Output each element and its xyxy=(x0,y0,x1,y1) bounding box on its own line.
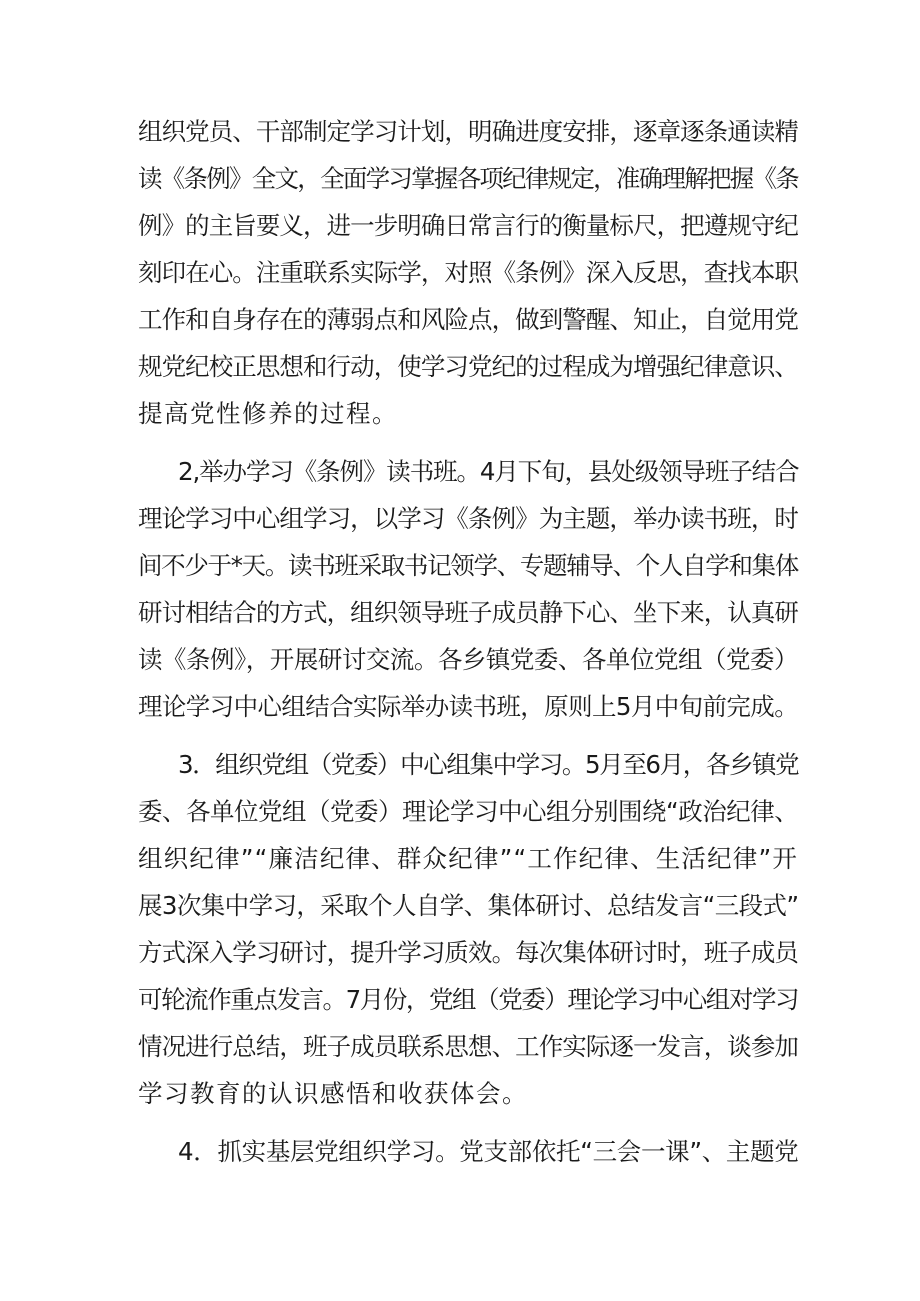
text-line: 组织党员、干部制定学习计划，明确进度安排，逐章逐条通读精 xyxy=(138,117,798,146)
text-line: 方式深入学习研讨，提升学习质效。每次集体研讨时，班子成员 xyxy=(138,938,798,967)
text-line: 规党纪校正思想和行动，使学习党纪的过程成为增强纪律意识、 xyxy=(138,352,798,381)
text-line: 3．组织党组（党委）中心组集中学习。5月至6月，各乡镇党 xyxy=(178,750,799,779)
text-line: 理论学习中心组学习，以学习《条例》为主题，举办读书班，时 xyxy=(138,504,798,533)
text-line: 间不少于*天。读书班采取书记领学、专题辅导、个人自学和集体 xyxy=(138,551,798,580)
paragraph-group-study xyxy=(138,741,798,1117)
text-line: 研讨相结合的方式，组织领导班子成员静下心、坐下来，认真研 xyxy=(138,598,798,627)
text-line: 4．抓实基层党组织学习。党支部依托“三会一课”、主题党 xyxy=(178,1137,799,1166)
text-line: 提高党性修养的过程。 xyxy=(138,399,398,428)
text-line: 2,举办学习《条例》读书班。4月下旬，县处级领导班子结合 xyxy=(178,457,799,486)
text-line: 读《条例》，开展研讨交流。各乡镇党委、各单位党组（党委） xyxy=(138,645,798,674)
paragraph-study-plan xyxy=(138,108,798,437)
paragraph-grassroots-study xyxy=(138,1128,798,1175)
text-line: 情况进行总结，班子成员联系思想、工作实际逐一发言，谈参加 xyxy=(138,1032,798,1061)
text-line: 例》的主旨要义，进一步明确日常言行的衡量标尺，把遵规守纪 xyxy=(138,211,798,240)
paragraph-reading-class xyxy=(138,448,798,730)
text-line: 刻印在心。注重联系实际学，对照《条例》深入反思，查找本职 xyxy=(138,258,798,287)
text-line: 展3次集中学习，采取个人自学、集体研讨、总结发言“三段式” xyxy=(138,891,799,920)
document-page xyxy=(138,108,798,1186)
text-line: 可轮流作重点发言。7月份，党组（党委）理论学习中心组对学习 xyxy=(138,985,799,1014)
text-line: 学习教育的认识感悟和收获体会。 xyxy=(138,1079,528,1108)
text-line: 理论学习中心组结合实际举办读书班，原则上5月中旬前完成。 xyxy=(138,692,799,721)
text-line: 组织纪律”“廉洁纪律、群众纪律”“工作纪律、生活纪律”开 xyxy=(138,844,798,873)
text-line: 读《条例》全文，全面学习掌握各项纪律规定，准确理解把握《条 xyxy=(138,164,798,193)
text-line: 工作和自身存在的薄弱点和风险点，做到警醒、知止，自觉用党 xyxy=(138,305,798,334)
text-line: 委、各单位党组（党委）理论学习中心组分别围绕“政治纪律、 xyxy=(138,797,799,826)
